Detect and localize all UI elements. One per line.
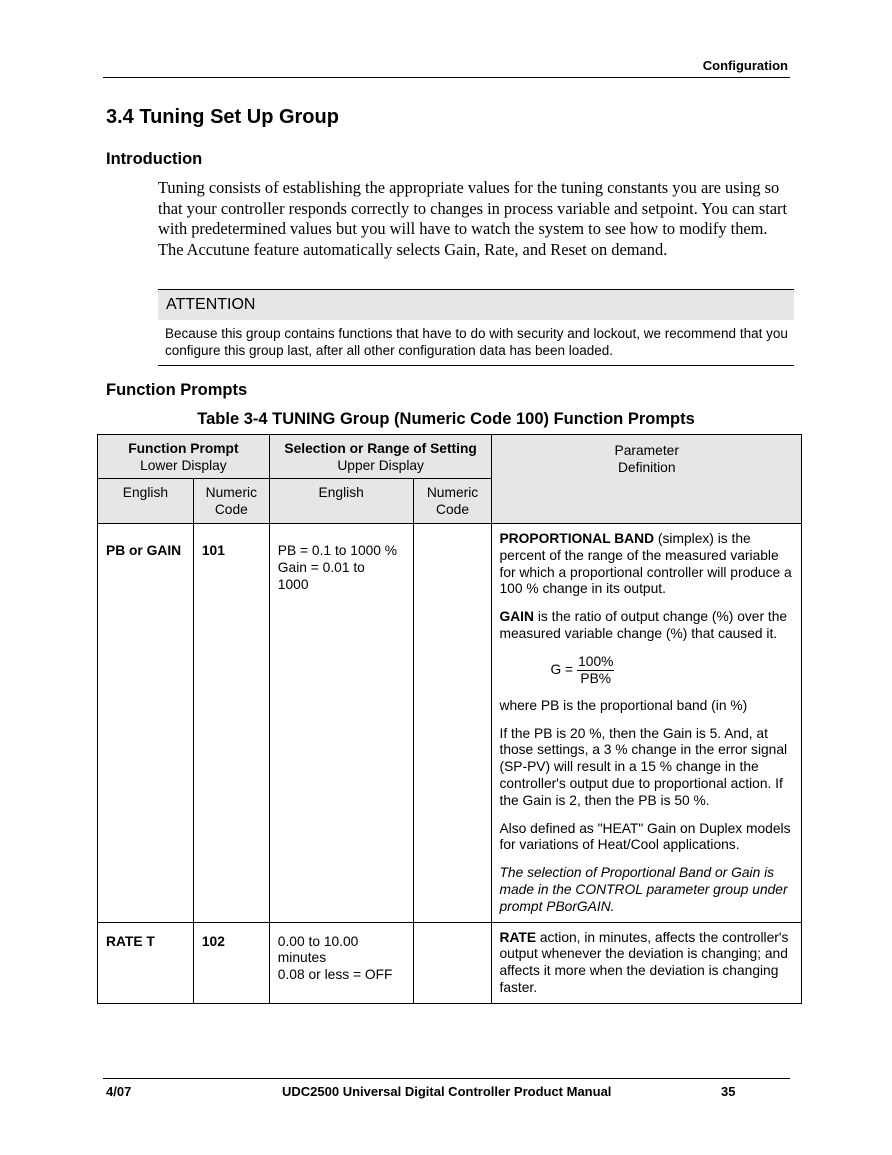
header-numeric-code-lower: Numeric Code	[193, 479, 269, 524]
header-parameter-definition	[492, 435, 802, 524]
attention-box	[158, 289, 794, 366]
selection-line: Gain = 0.01 to	[277, 559, 365, 575]
footer-manual-title: UDC2500 Universal Digital Controller Product Manual	[282, 1084, 612, 1099]
header-function-prompt	[98, 435, 270, 479]
row-selection-range	[269, 524, 413, 923]
definition-where: where PB is the proportional band (in %)	[499, 697, 748, 713]
definition-example: If the PB is 20 %, then the Gain is 5. And, at those settings, a 3 % change in the error signal (SP-PV) will result in a 15 % change in the controller's output due to proportional action. If the Gain is 2, then the PB is 50 %.	[499, 725, 788, 808]
function-prompts-table	[97, 434, 802, 1004]
formula-denominator: PB%	[580, 670, 612, 686]
table-caption: Table 3-4 TUNING Group (Numeric Code 100) Function Prompts	[197, 410, 695, 428]
definition-rate-text: action, in minutes, affects the controller's output whenever the deviation is changing; and affects it more when the deviation is changing faster.	[499, 929, 789, 995]
definition-gain	[499, 609, 793, 643]
term-rate: RATE	[499, 929, 537, 945]
selection-line: PB = 0.1 to 1000 %	[277, 543, 398, 558]
formula-fraction	[577, 654, 614, 687]
header-numeric-code-upper: Numeric Code	[413, 479, 492, 524]
header-definition-label: Definition	[617, 459, 676, 475]
header-selection-range	[269, 435, 492, 479]
running-header-section: Configuration	[702, 58, 788, 73]
header-function-prompt-label: Function Prompt	[128, 441, 239, 456]
footer-page-number: 35	[721, 1084, 736, 1099]
footer-rule	[103, 1078, 790, 1079]
gain-formula	[550, 654, 793, 687]
footer-date: 4/07	[106, 1084, 132, 1099]
header-english-upper: English	[269, 479, 413, 524]
function-prompts-heading: Function Prompts	[106, 381, 248, 399]
selection-line: 0.00 to 10.00	[277, 933, 359, 949]
row-parameter-definition	[492, 524, 802, 923]
term-proportional-band: PROPORTIONAL BAND	[499, 531, 655, 546]
header-rule	[103, 77, 790, 78]
table-row-rate-t	[98, 922, 802, 1003]
introduction-heading: Introduction	[106, 150, 203, 168]
formula-numerator: 100%	[578, 653, 614, 669]
table-row-pb-gain	[98, 524, 802, 923]
row-selection-code	[413, 524, 492, 923]
attention-title: ATTENTION	[158, 290, 794, 320]
term-gain: GAIN	[499, 609, 534, 625]
row-english-prompt: PB or GAIN	[98, 524, 194, 923]
attention-text: Because this group contains functions that have to do with security and lockout, we recommend that you configure this group last, after all other configuration data has been loaded.	[165, 326, 788, 358]
selection-line: minutes	[277, 950, 327, 966]
header-english-lower: English	[98, 479, 194, 524]
selection-line: 0.08 or less = OFF	[277, 967, 393, 983]
header-parameter-label: Parameter	[614, 443, 679, 458]
row-selection-range	[269, 922, 413, 1003]
row-numeric-code: 101	[193, 524, 269, 923]
header-upper-display-label: Upper Display	[337, 457, 424, 473]
section-title: 3.4 Tuning Set Up Group	[106, 106, 339, 128]
row-numeric-code: 102	[193, 922, 269, 1003]
row-english-prompt: RATE T	[98, 922, 194, 1003]
row-parameter-definition	[492, 922, 802, 1003]
definition-heat: Also defined as "HEAT" Gain on Duplex models for variations of Heat/Cool applications.	[499, 820, 791, 853]
definition-rate	[499, 930, 793, 997]
selection-line: 1000	[277, 576, 309, 592]
row-selection-code	[413, 922, 492, 1003]
introduction-text: Tuning consists of establishing the appropriate values for the tuning constants you are using so that your controller responds correctly to changes in process variable and setpoint. You can start with predetermined values but you will have to watch the system to see how to modify them. The Accutune feature automatically selects Gain, Rate, and Reset on demand.	[158, 178, 788, 259]
definition-proportional-band	[499, 531, 793, 598]
header-lower-display-label: Lower Display	[140, 457, 227, 473]
definition-gain-text: is the ratio of output change (%) over the measured variable change (%) that caused it.	[499, 609, 788, 641]
formula-lhs: G =	[550, 661, 574, 677]
definition-proportional-band-text: (simplex) is the percent of the range of the measured variable for which a proportional controller will produce a 100 % change in its output.	[499, 531, 792, 597]
definition-note: The selection of Proportional Band or Gain is made in the CONTROL parameter group under prompt PBorGAIN.	[499, 865, 788, 914]
header-selection-range-label: Selection or Range of Setting	[284, 441, 477, 456]
